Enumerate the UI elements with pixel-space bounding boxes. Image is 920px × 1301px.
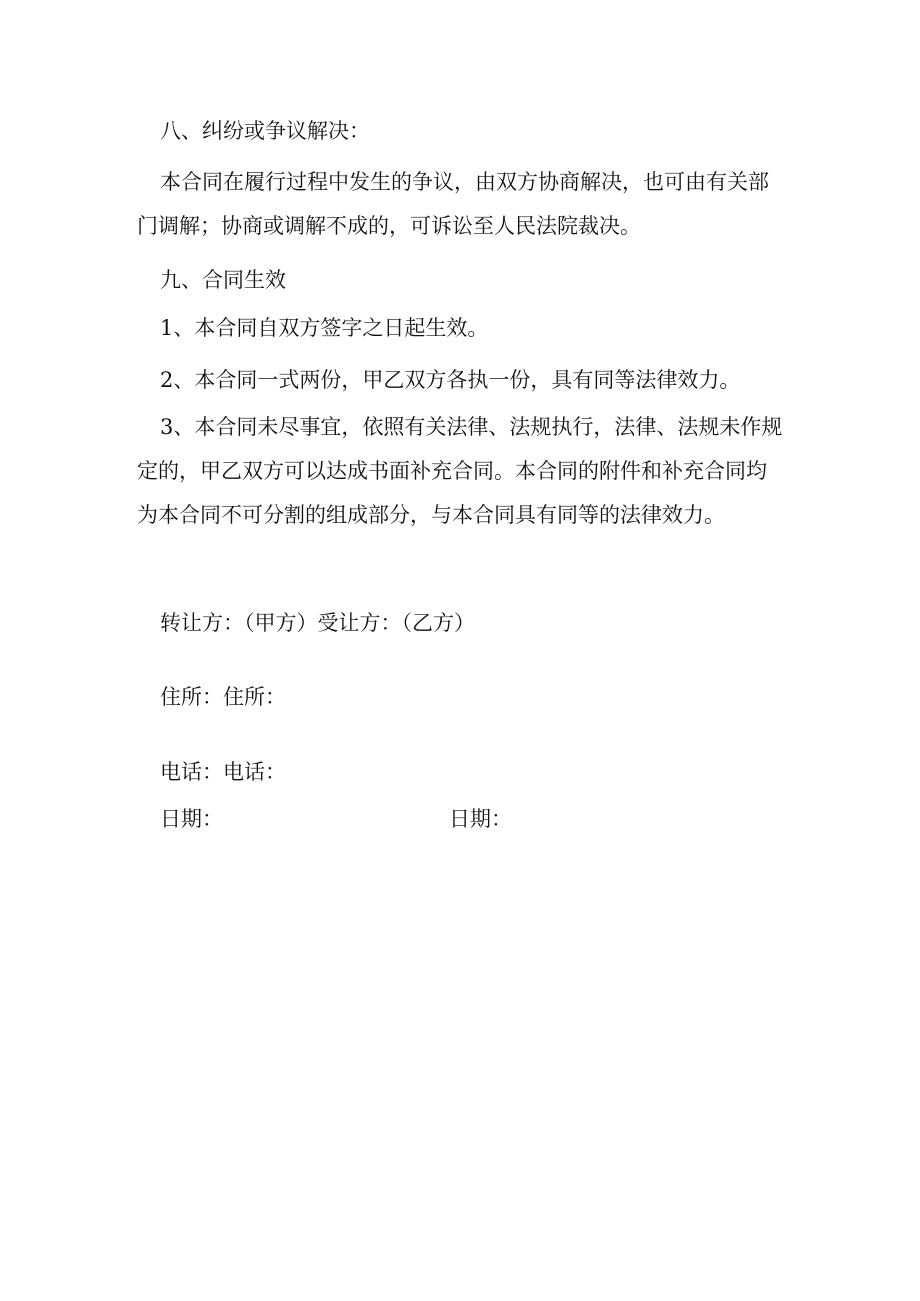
section-9-item-2: 2、本合同一式两份，甲乙双方各执一份，具有同等法律效力。 — [160, 368, 741, 392]
signature-address: 住所：住所： — [160, 685, 286, 709]
section-9-heading: 九、合同生效 — [160, 268, 286, 292]
signature-date-left: 日期： — [160, 807, 223, 831]
signature-date-right: 日期： — [449, 807, 512, 831]
section-9-item-1: 1、本合同自双方签字之日起生效。 — [160, 316, 489, 340]
signature-parties: 转让方：（甲方）受让方：（乙方） — [160, 611, 475, 635]
section-9-item-3: 3、本合同未尽事宜，依照有关法律、法规执行，法律、法规未作规定的，甲乙双方可以达成书面补充合同。本合同的附件和补充合同均为本合同不可分割的组成部分，与本合同具有同等的法律效力。 — [137, 415, 783, 527]
section-8-body: 本合同在履行过程中发生的争议，由双方协商解决，也可由有关部门调解；协商或调解不成的，可诉讼至人民法院裁决。 — [137, 170, 769, 238]
section-8-heading: 八、纠纷或争议解决： — [160, 119, 370, 143]
signature-phone: 电话：电话： — [160, 760, 286, 784]
